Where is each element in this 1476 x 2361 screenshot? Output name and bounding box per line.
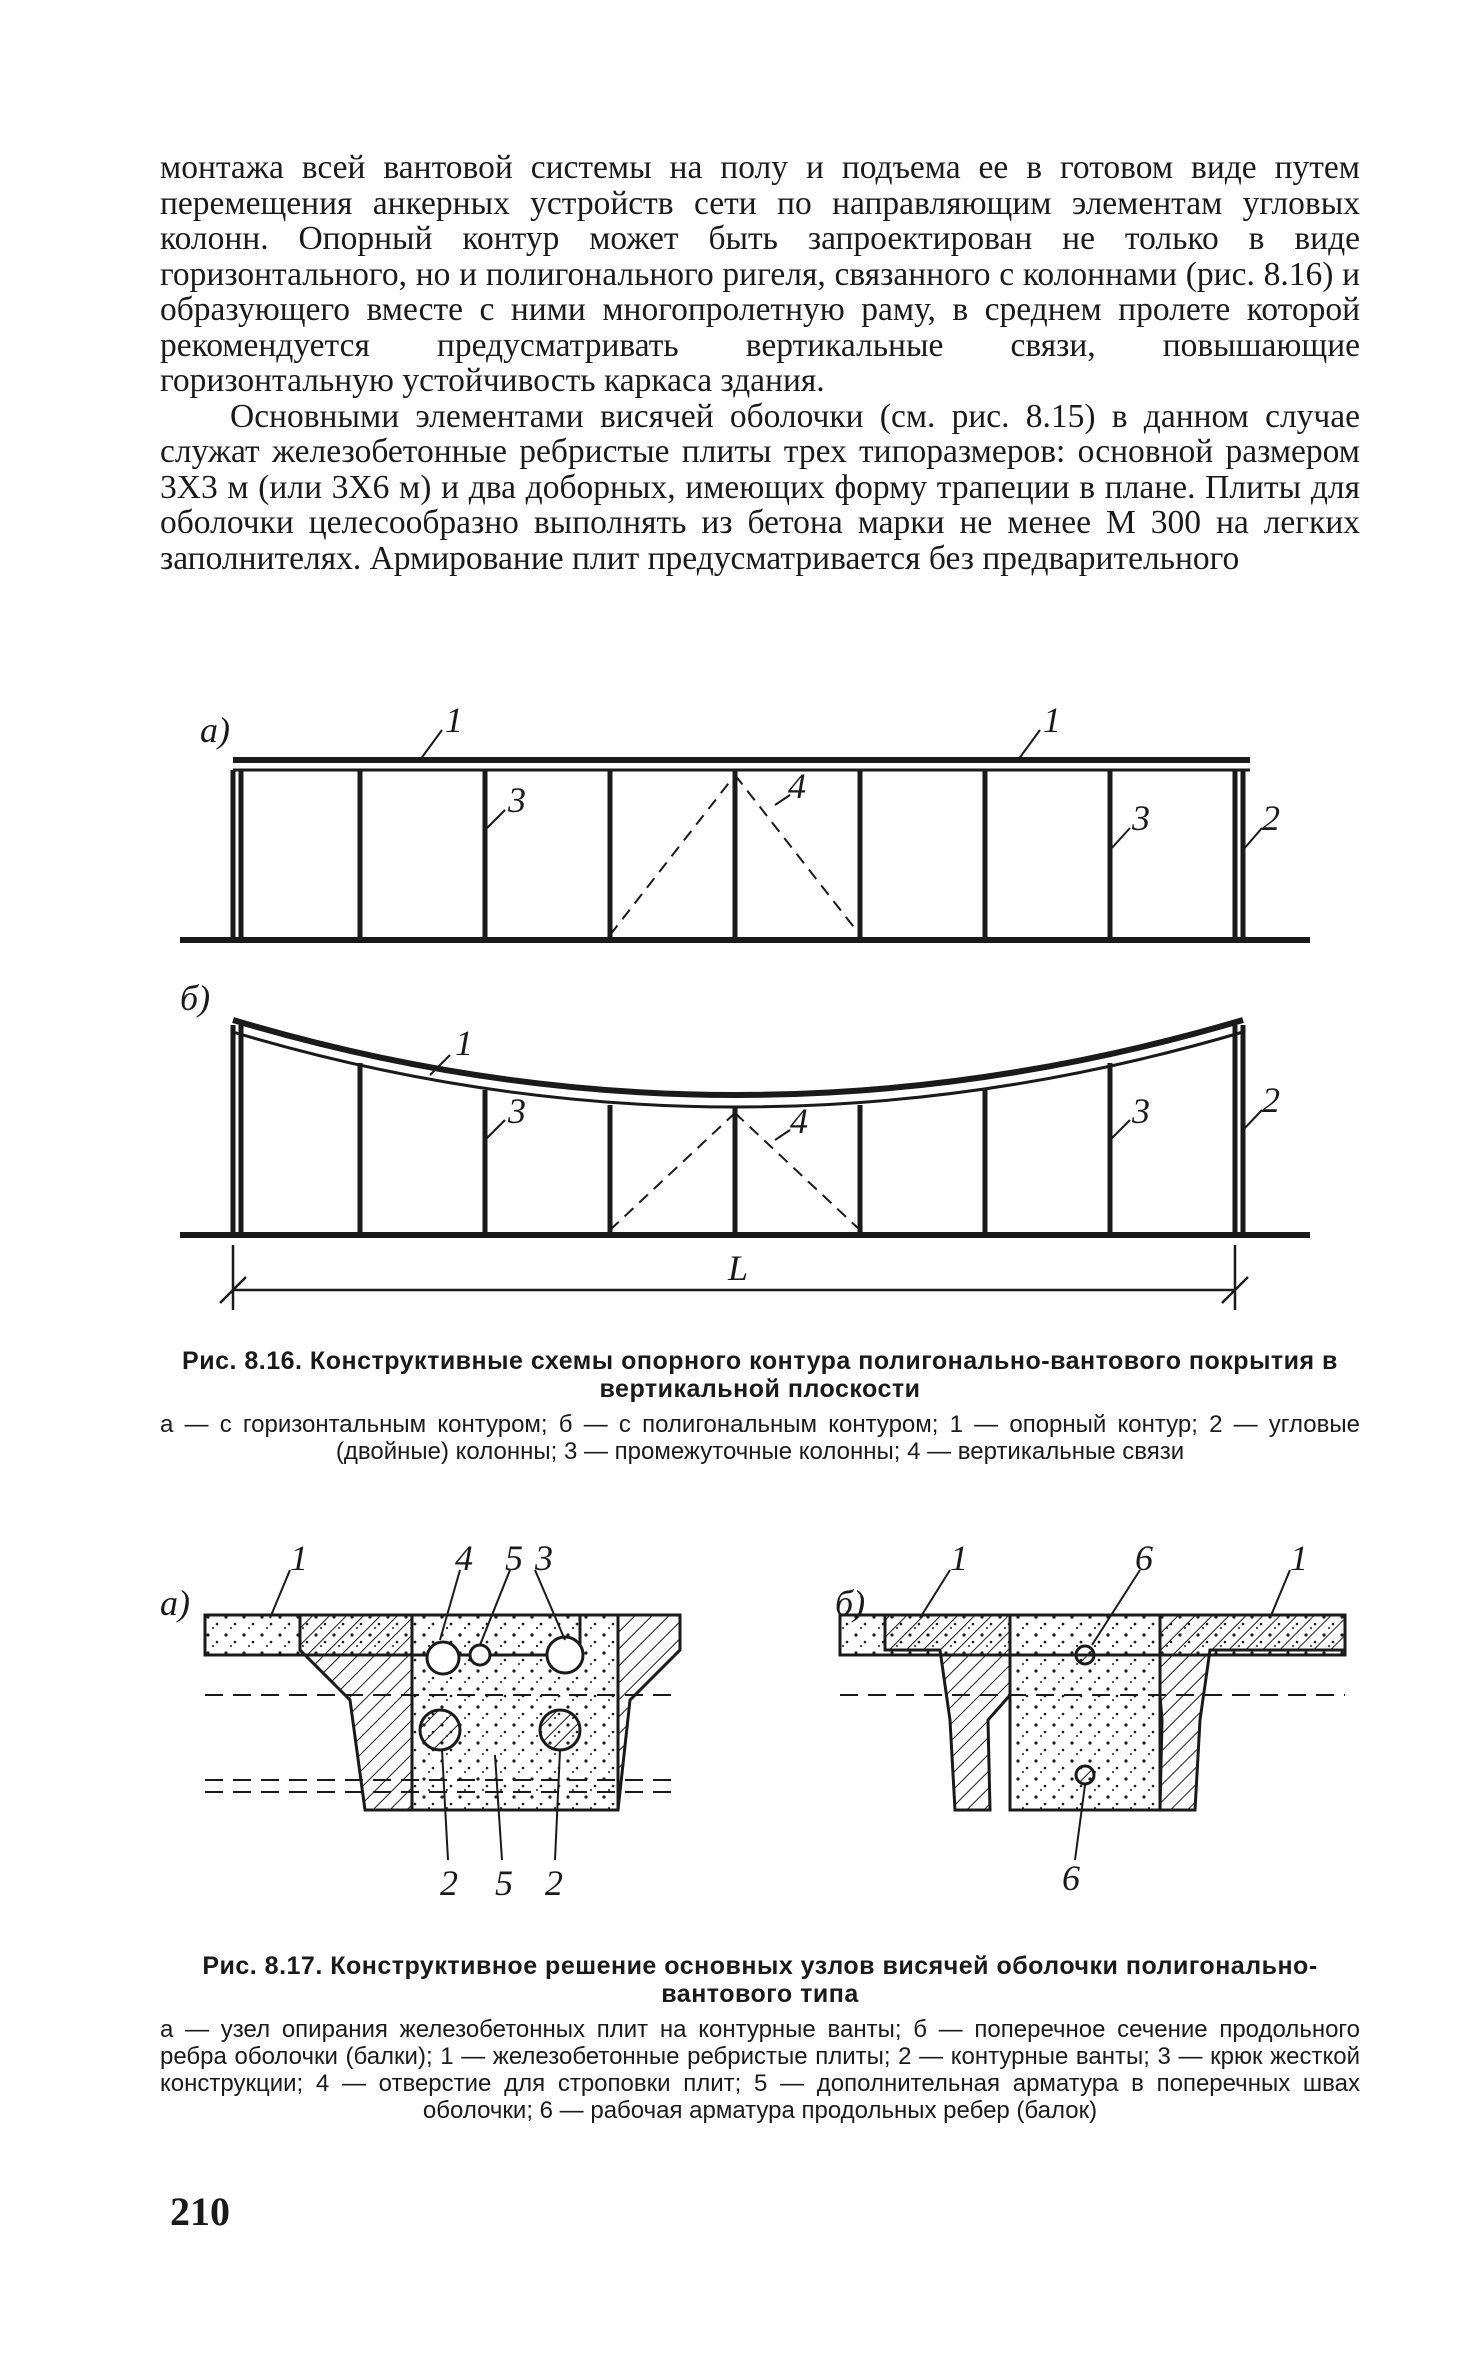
fig816-panel-b-label: б) — [180, 978, 211, 1018]
fig817-label-4: 4 — [455, 1540, 473, 1578]
paragraph-1: монтажа всей вантовой системы на полу и подъема ее в готовом виде путем перемещения анкерных устройств сети по направляющим элементам угловых колонн. Опорный контур может быть запроектирован не только в виде горизонтального, но и полигонального ригеля, связанного с колоннами (рис. 8.16) и образующего вместе с ними многопролетную раму, в среднем пролете которой рекомендуется предусматривать вертикальные связи, повышающие горизонтальную устойчивость каркаса здания. — [160, 149, 1360, 399]
figure-8-16 — [150, 700, 1330, 1340]
fig817-label-1a: 1 — [290, 1540, 308, 1578]
paragraph-2: Основными элементами висячей оболочки (см. рис. 8.15) в данном случае служат железобетонные ребристые плиты трех типоразмеров: основной размером 3Х3 м (или 3Х6 м) и два доборных, имеющих форму трапеции в плане. Плиты для оболочки целесообразно выполнять из бетона марки не менее М 300 на легких заполнителях. Армирование плит предусматривается без предварительного — [160, 397, 1360, 577]
fig817-panel-a-label: а) — [160, 1583, 190, 1623]
fig816-label-1b: 1 — [1043, 700, 1061, 740]
page-number: 210 — [170, 2189, 230, 2234]
fig817-label-5a: 5 — [505, 1540, 523, 1578]
caption-8-16-title: Рис. 8.16. Конструктивные схемы опорного контура полигонально-вантового покрытия в вертикальной плоскости — [182, 1347, 1338, 1403]
fig817-label-2b: 2 — [545, 1863, 563, 1903]
fig816-label-3b: 3 — [1132, 798, 1150, 838]
fig816-label-4a: 4 — [788, 766, 806, 806]
fig817-label-6b: 6 — [1062, 1858, 1080, 1898]
fig816-panel-a-label: а) — [200, 710, 230, 750]
fig817-panel-b-label: б) — [835, 1583, 866, 1623]
fig816-label-3d: 3 — [1132, 1091, 1150, 1131]
figure-8-17 — [150, 1540, 1360, 1935]
fig816-label-1c: 1 — [455, 1023, 473, 1063]
fig817-label-1b: 1 — [950, 1540, 968, 1578]
contour-b — [233, 1020, 1243, 1095]
fig817-label-3: 3 — [535, 1540, 553, 1578]
caption-8-17 — [160, 1952, 1360, 2124]
fig816-label-L: L — [728, 1248, 749, 1288]
caption-8-17-legend: а — узел опирания железобетонных плит на контурные ванты; б — поперечное сечение продольного ребра оболочки (балки); 1 — железобетонные ребристые плиты; 2 — контурные ванты; 3 — крюк жесткой конструкции; 4 — отверстие для строповки плит; 5 — дополнительная арматура в поперечных швах оболочки; 6 — рабочая арматура продольных ребер (балок) — [160, 2016, 1360, 2124]
fig816-label-3a: 3 — [508, 780, 526, 820]
fig816-label-2b: 2 — [1262, 1080, 1280, 1120]
caption-8-16 — [160, 1347, 1360, 1465]
body-text — [160, 150, 1360, 576]
fig817-label-6a: 6 — [1135, 1540, 1153, 1578]
fig817-label-5b: 5 — [495, 1863, 513, 1903]
fig816-label-1a: 1 — [445, 700, 463, 740]
caption-8-17-title: Рис. 8.17. Конструктивное решение основных узлов висячей оболочки полигонально-вантового типа — [202, 1952, 1318, 2008]
fig816-label-4b: 4 — [790, 1101, 808, 1141]
fig816-label-2a: 2 — [1262, 798, 1280, 838]
caption-8-16-legend: а — с горизонтальным контуром; б — с полигональным контуром; 1 — опорный контур; 2 — угловые (двойные) колонны; 3 — промежуточные колонны; 4 — вертикальные связи — [160, 1411, 1360, 1465]
fig817-label-1c: 1 — [1290, 1540, 1308, 1578]
fig816-label-3c: 3 — [508, 1091, 526, 1131]
fig817-label-2a: 2 — [440, 1863, 458, 1903]
